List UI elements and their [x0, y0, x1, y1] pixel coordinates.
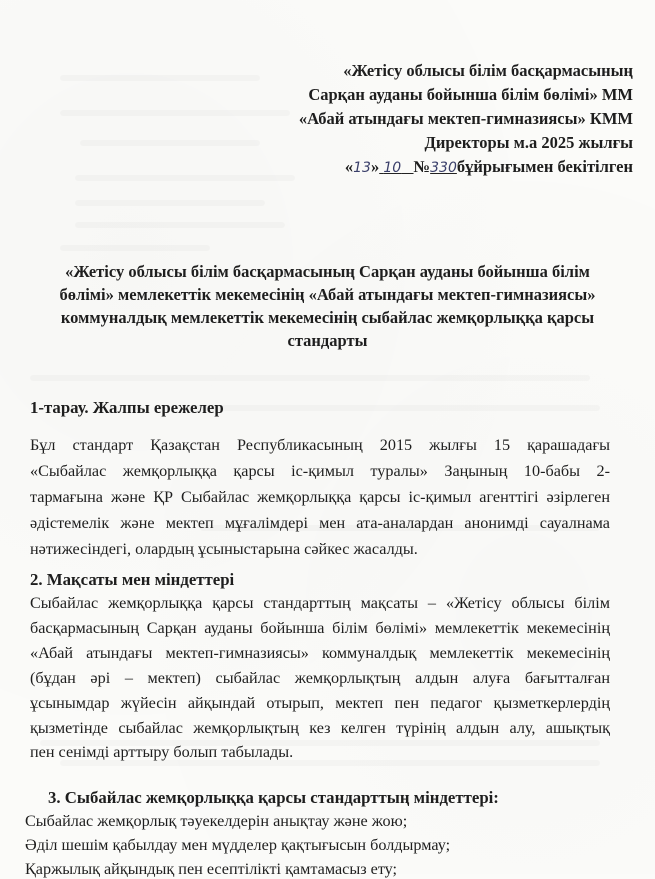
- close-quote: »: [370, 157, 380, 176]
- number-underline: [430, 157, 457, 176]
- section-heading: 2. Мақсаты мен міндеттері: [30, 570, 235, 589]
- paragraph-line: басқармасының Сарқан ауданы бойынша білім бөлімі» мемлекеттік мекемесінің: [30, 619, 610, 637]
- handwritten-order-number: 330: [430, 160, 457, 176]
- bleed-through-mark: [60, 110, 290, 116]
- paragraph-line: тармағына және ҚР Сыбайлас жемқорлыққа қарсы іс-қимыл агенттігі әзірлеген: [30, 488, 610, 506]
- objective-item: Қаржылық айқындық пен есептілікті қамтамасыз ету;: [25, 860, 398, 878]
- title-line: «Жетісу облысы білім басқармасының Сарқан ауданы бойынша білім: [65, 262, 590, 281]
- paragraph-line: «Сыбайлас жемқорлыққа қарсы іс-қимыл туралы» Заңының 10-бабы 2-: [30, 462, 610, 480]
- paragraph-line: қызметінде сыбайлас жемқорлықтың кез келген түрінің алдын алу, ашықтық: [30, 719, 610, 737]
- open-quote: «: [344, 157, 354, 176]
- objective-item: Әділ шешім қабылдау мен мүдделер қақтығысын болдырмау;: [25, 836, 451, 854]
- title-line: бөлімі» мемлекеттік мекемесінің «Абай атындағы мектеп-гимназиясы»: [59, 285, 596, 304]
- number-sign: №: [413, 157, 431, 176]
- bleed-through-mark: [75, 175, 295, 181]
- bleed-through-mark: [75, 222, 285, 228]
- section-heading: 3. Сыбайлас жемқорлыққа қарсы стандарттың міндеттері:: [48, 788, 499, 807]
- bleed-through-mark: [60, 75, 260, 81]
- paragraph-line: (бұдан әрі – мектеп) сыбайлас жемқорлықтың алдын алуға бағытталған: [30, 669, 610, 687]
- paragraph-line: Бұл стандарт Қазақстан Республикасының 2015 жылғы 15 қарашадағы: [30, 436, 610, 454]
- month-underline: [379, 157, 413, 176]
- handwritten-month: 10: [383, 160, 402, 176]
- paragraph-line: нәтижесіндегі, олардың ұсыныстарына сәйкес жасалды.: [30, 540, 418, 558]
- order-line: [345, 157, 633, 178]
- bleed-through-mark: [180, 405, 600, 411]
- bleed-through-mark: [75, 200, 265, 206]
- paragraph-line: әдістемелік және мектеп мұғалімдері мен ата-аналардан анонимді сауалнама: [30, 514, 610, 532]
- paragraph-line: «Абай атындағы мектеп-гимназиясы» коммуналдық мемлекеттік мекемесінің: [30, 644, 610, 662]
- bleed-through-mark: [80, 140, 260, 146]
- handwritten-day: 13: [353, 160, 371, 176]
- approval-line: Директоры м.а 2025 жылғы: [424, 133, 633, 152]
- bleed-through-mark: [30, 375, 590, 381]
- bleed-through-mark: [60, 245, 210, 251]
- approval-line: «Жетісу облысы білім басқармасының: [343, 61, 633, 80]
- section-heading: 1-тарау. Жалпы ережелер: [30, 398, 224, 417]
- paragraph-line: ұсынымдар жүйесін айқындай отырып, мектеп пен педагог қызметкерлердің: [30, 694, 610, 712]
- title-line: коммуналдық мемлекеттік мекемесінің сыбайлас жемқорлыққа қарсы: [60, 308, 595, 327]
- approval-line: Сарқан ауданы бойынша білім бөлімі» ММ: [308, 85, 633, 104]
- paragraph-line: Сыбайлас жемқорлыққа қарсы стандарттың мақсаты – «Жетісу облысы білім: [30, 594, 610, 612]
- title-line: стандарты: [287, 331, 368, 350]
- order-suffix: бұйрығымен бекітілген: [456, 157, 633, 176]
- approval-line: «Абай атындағы мектеп-гимназиясы» КММ: [298, 109, 633, 128]
- paragraph-line: пен сенімді арттыру болып табылады.: [30, 743, 294, 761]
- objective-item: Сыбайлас жемқорлық тәуекелдерін анықтау және жою;: [25, 812, 408, 830]
